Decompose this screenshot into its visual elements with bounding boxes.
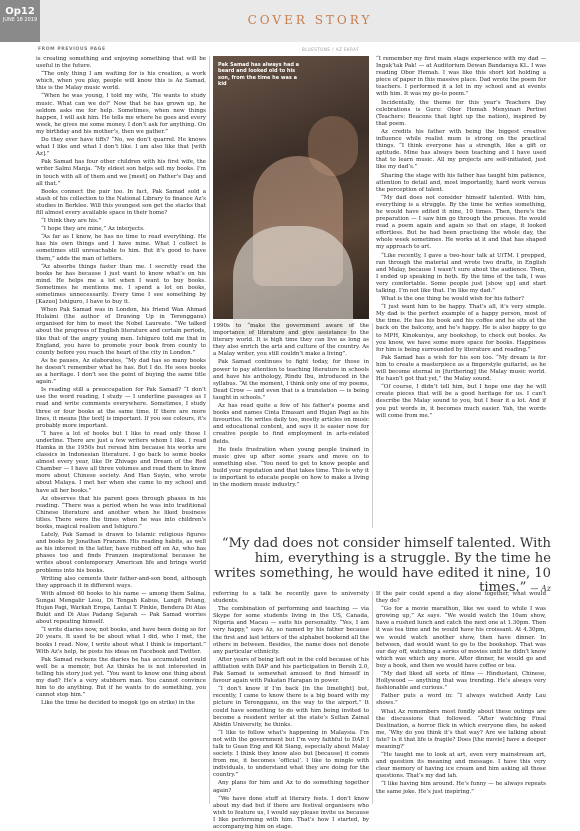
paragraph: “I like having him around. He’s funny — he always repeats the same joke. He’s just inspiring.” bbox=[376, 781, 546, 795]
column-divider bbox=[209, 56, 210, 804]
paragraph: The combination of performing and teaching — via Skype for some students living in the US, Canada, Nigeria and Macau — suits his personality. “Yes, I am very happy,” says Az, so named by his father because the first and last letters of the alphabet bookend all the others in between. Besides, the name does not denote any particular ethnicity. bbox=[213, 606, 369, 655]
paragraph: “As far as I know, he has no time to read everything. He has his own things and I have mine. What I collect is sometimes still unreachable to him. But it’s good to have them,” adds the man of letters. bbox=[36, 234, 206, 262]
paragraph: As he pauses, Az elaborates, “My dad has so many books he doesn’t remember what he has. But I do. He sees books as a heritage. I don’t see the point of buying the same title again.” bbox=[36, 357, 206, 386]
page-number-tab bbox=[0, 0, 40, 42]
paragraph: If the pair could spend a day alone together, what would they do? bbox=[376, 591, 546, 605]
paragraph: Az observes that his parent goes through phases in his reading. “There was a period when he was into traditional Chinese literature and another when he liked business titles. There were the times when he was into children’s books, magical realism and Ishiguro.” bbox=[36, 495, 206, 530]
photo-figure-shirt bbox=[233, 226, 353, 336]
article-column-2-bottom bbox=[213, 591, 369, 830]
paragraph: He feels frustration when young people trained in music give up after some years and move on to something else. “You need to get to know people and build your reputation and that takes time. This is why it is important to educate people on how to make a living in the modern music industry.” bbox=[213, 446, 369, 489]
paragraph: “The only thing I am waiting for is his creation, a work which, when you play, people will know this is Az Samad, this is the Malay music world. bbox=[36, 71, 206, 92]
paragraph: Az credits his father with being the biggest creative influence while realist mum is strong on the practical things. “I think everyone has a strength, like a gift or aptitude. Mine has always been teaching and I have used that to learn music. All my projects are self-initiated, just like my dad’s.” bbox=[376, 128, 546, 171]
paragraph: “I just want him to be happy. That’s all, it’s very simple. My dad is the perfect example of a happy person, most of the time. He has his book and his coffee and he sits at the back on the balcony, and he’s happy. He is also happy to go to MPH, Kinokuniya, any bookshop, to check out books. As you know, we have some more space for books. Happiness for him is being surrounded by literature and reading.” bbox=[376, 304, 546, 353]
paragraph: is creating something and enjoying something that will be useful in the future. bbox=[36, 56, 206, 70]
paragraph: What is the one thing he would wish for his father? bbox=[381, 296, 524, 303]
father-son-photo bbox=[213, 56, 369, 319]
pull-quote bbox=[213, 537, 551, 597]
paragraph: With almost 60 books to his name — among them Salina, Sungai Mengalir Lesu, Di Tengah Kabus, Langit Petang, Hujan Pagi, Warkah Eropa, Lantai T. Pinkie, Bendera Di Atas Bukit and Di Atas Padang Sejarah — Pak Samad worries about repeating himself. bbox=[36, 590, 206, 626]
paragraph: “I remember my first main stage experience with my dad — Inguk’tak Pak! — at Auditorium Dewan Bandaraya KL. I was reading Obor Hemah. I was like this short kid holding a piece of paper in this massive place. Dad wrote the poem for teachers. I performed it a lot in my school and at events with him. It was my go-to poem.” bbox=[376, 56, 546, 98]
pull-quote-attribution: — Az bbox=[530, 584, 551, 594]
photo-credit: BLUESTONE / AZ EKRAF bbox=[302, 47, 360, 52]
paragraph: “When he was young, I told my wife, ‘He wants to study music. What can we do?’ Now that he has grown up, he seldom asks me for help. Sometimes, when new things happen, I will ask him. He tells me where he goes and every week, he gives me some money. I don’t ask for anything. On my birthday and his mother’s, then we gather.” bbox=[36, 93, 206, 135]
article-column-3-bottom bbox=[376, 591, 546, 804]
paragraph: “Az absorbs things faster than me. I secretly read the books he has because I just want to know what’s on his mind. He helps me a lot when I want to buy books. Sometimes he mentions me. I spend a lot on books, sometimes unnecessarily. Every time I see something by [Kazuo] Ishiguro, I have to buy it. bbox=[36, 263, 206, 306]
issue-date: JUNE 18 2019 bbox=[2, 17, 38, 23]
paragraph: Sharing the stage with his father has taught him patience, attention to detail and, most importantly, hard work versus the perception of talent. bbox=[376, 172, 546, 193]
paragraph: Az has read quite a few of his father’s poems and books and names Cinta Emasari and Hujan Pagi as his favourites. He writes daily too, mostly articles on music and educational content, and says it is easier now for creative people to find employment in arts-related fields. bbox=[213, 403, 369, 445]
paragraph: referring to a talk he recently gave to university students. bbox=[213, 591, 369, 605]
article-column-3 bbox=[376, 56, 546, 528]
article-column-1 bbox=[36, 56, 206, 804]
column-divider bbox=[372, 323, 373, 528]
section-title: COVER STORY bbox=[247, 13, 373, 27]
paragraph: “Like recently, I gave a two-hour talk at UiTM. I prepped, ran through the material and wrote two drafts, in English and Malay, because I wasn’t sure about the audience. Then, I ended up speaking in both. By the time of the talk, I was very comfortable. Some people just [show up] and start talking. I’m not like that. I’m like my dad.” bbox=[376, 252, 546, 294]
paragraph: “I write diaries now, not books, and have been doing so for 20 years. It used to be about what I did, who I met, the books I read. Now, I write about what I think is important.” With Az’s help, he posts his ideas on Facebook and Twitter. bbox=[36, 627, 206, 655]
paragraph: What Az remembers most fondly about these outings are the discussions that followed. “After watching Final Destination, a horror flick in which everyone dies, he asked me, ‘Why do you think it’s that way? Are we talking about fate? Is it that life is fragile? Does [the movie] have a deeper meaning?’ bbox=[376, 708, 546, 750]
paragraph: Like the time he decided to mogok (go on strike) in the bbox=[41, 700, 195, 707]
paragraph: “Of course, I didn’t tell him, but I hope one day he will create pieces that will be a good heritage for us. I can’t describe the Malay sound to you, but I hear it a lot. And if you put words in, it becomes much easier. Yah, the words will come from me.” bbox=[376, 384, 546, 419]
paragraph: Books connect the pair too. In fact, Pak Samad sold a stash of his collection to the National Library to finance Az’s studies in Berklee. Will this youngest son get the stacks that fill almost every available space in their home? bbox=[36, 188, 206, 216]
article-column-2 bbox=[213, 323, 369, 528]
paragraph: Pak Samad has a wish for his son too. “My dream is for him to create a masterpiece as a fingerstyle guitarist, as he will become eternal in [furthering] the Malay music world. He hasn’t got that yet,” the Malay sound. bbox=[376, 354, 546, 383]
pull-quote-text: “My dad does not consider himself talented. With him, everything is a struggle. By the time he writes something, he would have edited it nine, 10 times.” bbox=[214, 536, 551, 596]
paragraph: When Pak Samad was in London, his friend Wan Ahmad Hulaimi (the author of Drawing Up in Terengganu) organised for him to meet the Nobel Laureate. “We talked about the progress of English literature and certain periods, like that of the angry young men. Ishiguro told me that in England, you have to promote your book from county to county before you reach the heart of the city in London.” bbox=[36, 307, 206, 356]
paragraph: “Go for a movie marathon, like we used to while I was growing up,” Az says. “We would watch the 10am show, have a rushed lunch and catch the next one at 1.30pm. Then it was tea time and he would have his croissant. At 4.30pm, we would watch another show, then have dinner. In between, dad would want to go to the bookshop. That was our day off, watching a series of movies until he didn’t know which was which any more. After dinner, he would go and buy a book, and then we would have coffee or tea. bbox=[376, 606, 546, 669]
paragraph: Pak Samad has four other children with his first wife, the writer Salmi Manja. “My eldest son helps sell my books. I’m in touch with all of them and we [meet] on Father’s Day and all that.” bbox=[36, 159, 206, 187]
paragraph: “I have a lot of books but I like to read only those I underline. There are just a few writers whom I like. I read Hamka in the 1950s but reread him because his works are classics in Indonesian literature. I go back to some books almost every year, like Dr Zhivago and Dream of the Red Chamber — I have all three volumes and read them to know more about Chinese society. And Han Suyin, who wrote about Malaya. I met her when she came to my school and have all her books.” bbox=[36, 430, 206, 494]
paragraph: Father puts a word in: “I always watched Andy Lau shows.” bbox=[376, 693, 546, 707]
paragraph: “He taught me to look at art, even very mainstream art, and question its meaning and message. I have this very clear memory of having ice cream and him asking all those questions. That’s my dad lah. bbox=[376, 752, 546, 780]
paragraph: “I hope they are mine,” Az interjects. bbox=[41, 226, 145, 233]
paragraph: Writing also cements their father-and-son bond, although they approach it in different ways. bbox=[36, 575, 206, 589]
paragraph: “We have done stuff at literary fests. I don’t know about my dad but if there are festival organisers who wish to feature us, I would say please invite us because I like performing with him. That’s how I started, by accompanying him on stage. bbox=[213, 795, 369, 830]
paragraph: Pak Samad reckons the diaries he has accumulated could well be a memoir, but Az thinks he is not interested in telling his story just yet. “You want to know one thing about my dad? He’s a very stubborn man. You cannot convince him to do anything. But if he wants to do something, you cannot stop him.” bbox=[36, 656, 206, 699]
paragraph: Incidentally, the theme for this year’s Teachers Day celebrations is Guru: Obor Hemah Menyinari Pertiwi (Teachers: Beacons that light up the nation), inspired by that poem. bbox=[376, 99, 546, 127]
photo-caption: Pak Samad has always had a beard and looked old to his son, from the time he was a kid bbox=[218, 62, 300, 88]
paragraph: “I don’t know if I’m back [in the limelight] but, recently, I came to know there is a big board with my picture in Terengganu, on the way to the airport.” It could have something to do with him being invited to become a resident writer at the state’s Sultan Zainal Abidin University, he thinks. bbox=[213, 686, 369, 728]
paragraph: “My dad liked all sorts of films — Hindustani, Chinese, Hollywood — anything that was trending. He’s always very fashionable and curious.” bbox=[376, 671, 546, 692]
paragraph: Lately, Pak Samad is drawn to Islamic religious figures and books by Jonathan Franzen. His reading habits, as well as his interest in the latter, have rubbed off on Az, who has phases too and finds Franzen inspirational because he writes about contemporary American life and brings world problems into his books. bbox=[36, 532, 206, 574]
paragraph: After years of being left out in the cold because of his affiliation with DAP and his participation in Bersih 2.0, Pak Samad is somewhat amused to find himself in favour again with Pakatan Harapan in power. bbox=[213, 656, 369, 685]
paragraph: “My dad does not consider himself talented. With him, everything is a struggle. By the time he writes something, he would have edited it nine, 10 times. Then, there’s the preparation — I saw him go through the process. He would read a poem again and again so that on stage, it looked effortless. But he had been practising the whole day, the whole week sometimes. He works at it and that has shaped my approach to art. bbox=[376, 194, 546, 251]
from-previous-page-label: FROM PREVIOUS PAGE bbox=[38, 47, 106, 52]
page-number: Op12 bbox=[5, 6, 35, 17]
paragraph: Any plans for him and Az to do something together again? bbox=[213, 780, 369, 794]
paragraph: “I like to follow what’s happening in Malaysia. I’m not with the government but I’m very faithful to DAP. I talk to Guan Eng and Kit Siang, especially about Malay society. I think they know also but [because] it comes from me, it becomes ‘official’. I like to mingle with individuals, to understand what they are doing for the country.” bbox=[213, 729, 369, 779]
paragraph: Is reading still a preoccupation for Pak Samad? “I don’t use the word reading, I study — I underline passages as I read and write comments everywhere. Sometimes, I study three or four books at the same time. If there are more lines, it means [the text] is important. If you see colours, it’s probably more important. bbox=[36, 387, 206, 429]
paragraph: “I think they are his.” bbox=[41, 218, 102, 225]
paragraph: Pak Samad continues to fight today, for those in power to pay attention to teaching literature in schools and have his anthology, Rindu Ibu, introduced in the syllabus. “At the moment, I think only one of my poems, Dead Crow — and even that is a translation — is being taught in schools.” bbox=[213, 359, 369, 401]
paragraph: Do they ever have tiffs? “No, we don’t quarrel. He knows what I like and what I don’t like. I am also like that [with Az].” bbox=[36, 137, 206, 158]
column-divider bbox=[372, 591, 373, 804]
paragraph: 1990s to “make the government aware of the importance of literature and give assistance to the literary world. It is high time they can live as long as they also enrich the arts and culture of the country. As a Malay writer, you still couldn’t make a living”. bbox=[213, 323, 369, 358]
